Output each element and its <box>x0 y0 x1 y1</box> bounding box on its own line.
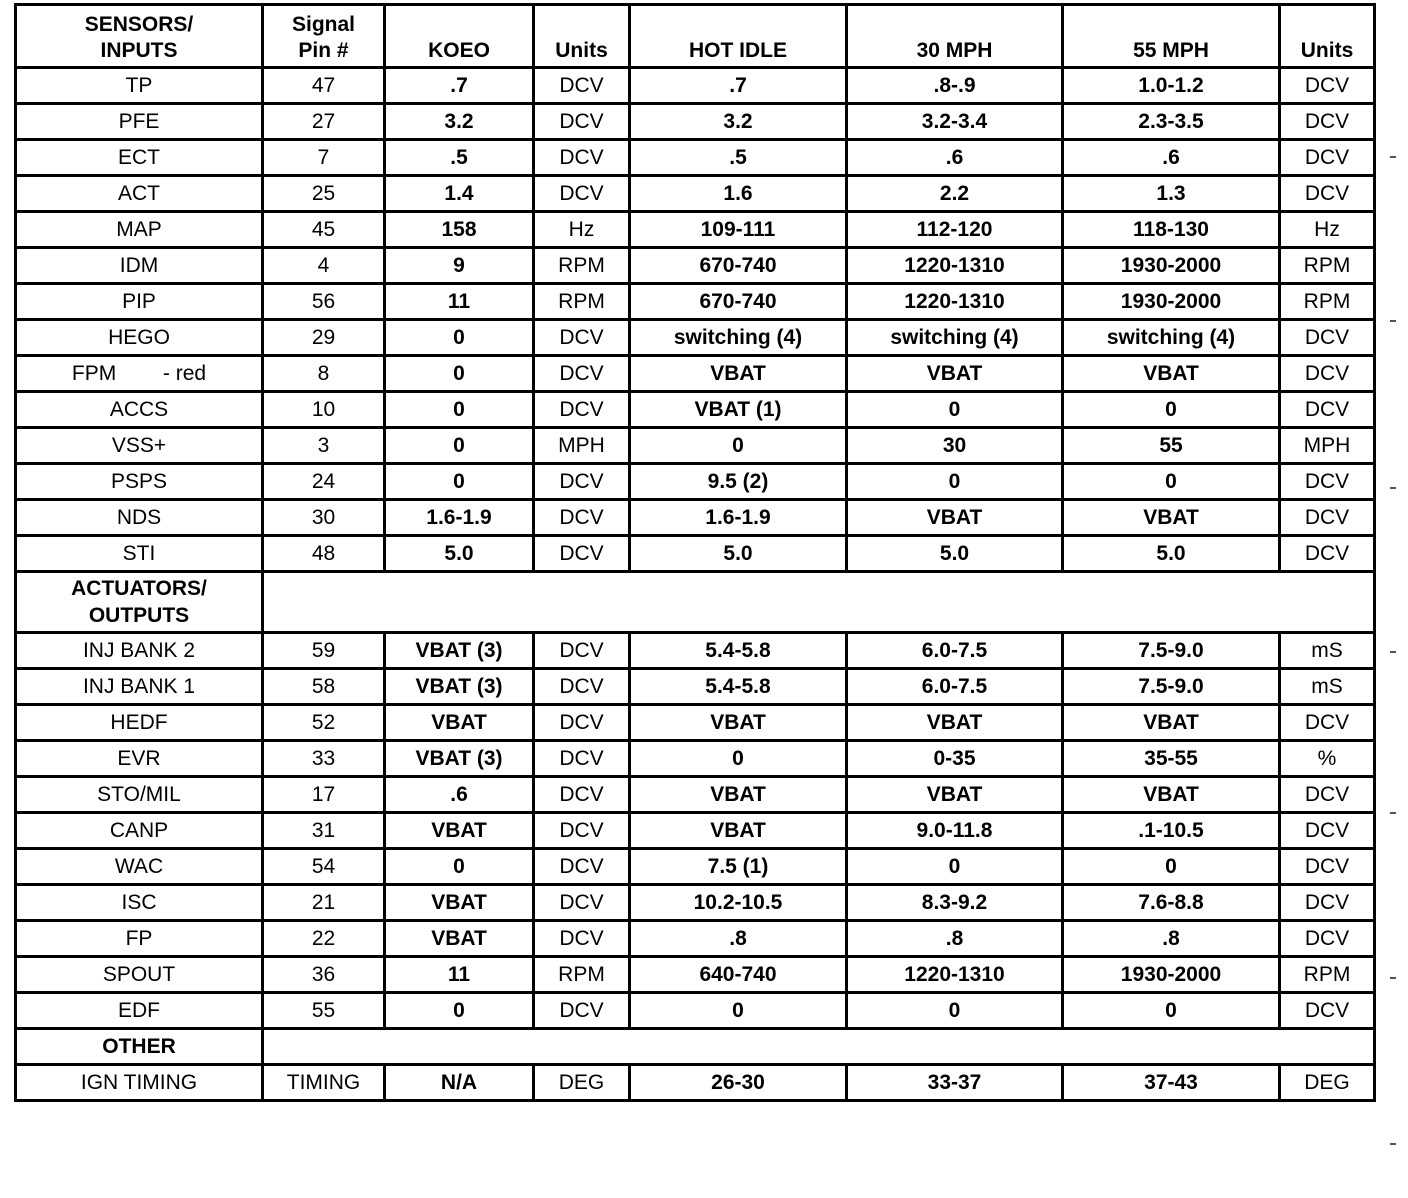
signal-name: EVR <box>16 741 263 777</box>
koeo-value: VBAT <box>385 813 534 849</box>
margin-tick <box>1390 487 1396 489</box>
table-row <box>16 392 1375 428</box>
margin-tick <box>1390 320 1396 322</box>
section-other <box>16 1029 1375 1065</box>
signal-name: PFE <box>16 104 263 140</box>
mph30-value: 9.0-11.8 <box>847 813 1063 849</box>
units: DCV <box>1280 993 1375 1029</box>
mph55-value: 7.5-9.0 <box>1063 633 1280 669</box>
units: DCV <box>1280 320 1375 356</box>
signal-name: ACCS <box>16 392 263 428</box>
table-row <box>16 176 1375 212</box>
units: DCV <box>1280 68 1375 104</box>
koeo-units: DCV <box>534 633 630 669</box>
signal-pin: 17 <box>263 777 385 813</box>
koeo-value: 0 <box>385 428 534 464</box>
hot-idle-value: 5.4-5.8 <box>630 633 847 669</box>
mph30-value: switching (4) <box>847 320 1063 356</box>
koeo-value: VBAT (3) <box>385 741 534 777</box>
mph30-value: 8.3-9.2 <box>847 885 1063 921</box>
mph30-value: VBAT <box>847 356 1063 392</box>
table-row <box>16 356 1375 392</box>
units: DCV <box>1280 777 1375 813</box>
koeo-units: DCV <box>534 536 630 572</box>
signal-name: EDF <box>16 993 263 1029</box>
koeo-units: DCV <box>534 705 630 741</box>
koeo-units: MPH <box>534 428 630 464</box>
units: DCV <box>1280 705 1375 741</box>
units: mS <box>1280 669 1375 705</box>
margin-tick <box>1390 1143 1396 1145</box>
koeo-units: DCV <box>534 500 630 536</box>
mph30-value: .6 <box>847 140 1063 176</box>
mph30-value: .8-.9 <box>847 68 1063 104</box>
units: DCV <box>1280 921 1375 957</box>
koeo-value: VBAT <box>385 921 534 957</box>
signal-name: ACT <box>16 176 263 212</box>
mph30-value: VBAT <box>847 777 1063 813</box>
signal-name: HEDF <box>16 705 263 741</box>
mph55-value: 0 <box>1063 392 1280 428</box>
signal-name: WAC <box>16 849 263 885</box>
table-row <box>16 849 1375 885</box>
header-hot-idle: HOT IDLE <box>630 5 847 68</box>
mph55-value: .6 <box>1063 140 1280 176</box>
hot-idle-value: 7.5 (1) <box>630 849 847 885</box>
signal-name: VSS+ <box>16 428 263 464</box>
mph55-value: 0 <box>1063 464 1280 500</box>
hot-idle-value: .5 <box>630 140 847 176</box>
signal-name: HEGO <box>16 320 263 356</box>
mph30-value: 1220-1310 <box>847 248 1063 284</box>
mph55-value: 35-55 <box>1063 741 1280 777</box>
koeo-units: DEG <box>534 1065 630 1101</box>
units: RPM <box>1280 957 1375 993</box>
mph30-value: 2.2 <box>847 176 1063 212</box>
table-row <box>16 921 1375 957</box>
mph30-value: VBAT <box>847 705 1063 741</box>
table-row <box>16 957 1375 993</box>
units: RPM <box>1280 248 1375 284</box>
signal-pin: 21 <box>263 885 385 921</box>
units: MPH <box>1280 428 1375 464</box>
units: DCV <box>1280 356 1375 392</box>
mph55-value: 118-130 <box>1063 212 1280 248</box>
hot-idle-value: 670-740 <box>630 284 847 320</box>
koeo-units: DCV <box>534 921 630 957</box>
koeo-value: .7 <box>385 68 534 104</box>
koeo-value: 0 <box>385 464 534 500</box>
hot-idle-value: .8 <box>630 921 847 957</box>
margin-tick <box>1390 977 1396 979</box>
koeo-units: DCV <box>534 464 630 500</box>
signal-pin: 8 <box>263 356 385 392</box>
table-row <box>16 633 1375 669</box>
signal-pin: 59 <box>263 633 385 669</box>
margin-tick <box>1390 156 1396 158</box>
mph55-value: 2.3-3.5 <box>1063 104 1280 140</box>
mph30-value: .8 <box>847 921 1063 957</box>
koeo-value: VBAT <box>385 705 534 741</box>
koeo-units: RPM <box>534 957 630 993</box>
mph30-value: 0-35 <box>847 741 1063 777</box>
koeo-units: DCV <box>534 176 630 212</box>
koeo-value: .5 <box>385 140 534 176</box>
hot-idle-value: 0 <box>630 741 847 777</box>
signal-pin: 36 <box>263 957 385 993</box>
mph55-value: VBAT <box>1063 356 1280 392</box>
table-row <box>16 284 1375 320</box>
diagnostic-spec-table <box>14 3 1376 1102</box>
koeo-value: VBAT (3) <box>385 669 534 705</box>
margin-tick <box>1390 651 1396 653</box>
units: DCV <box>1280 500 1375 536</box>
koeo-value: 11 <box>385 957 534 993</box>
koeo-units: RPM <box>534 284 630 320</box>
margin-tick <box>1390 812 1396 814</box>
koeo-units: DCV <box>534 777 630 813</box>
mph30-value: 0 <box>847 849 1063 885</box>
header-signal-pin: Signal Pin # <box>263 5 385 68</box>
table-row <box>16 248 1375 284</box>
signal-pin: 45 <box>263 212 385 248</box>
hot-idle-value: 9.5 (2) <box>630 464 847 500</box>
mph30-value: 3.2-3.4 <box>847 104 1063 140</box>
hot-idle-value: 109-111 <box>630 212 847 248</box>
table-row <box>16 104 1375 140</box>
hot-idle-value: 0 <box>630 993 847 1029</box>
hot-idle-value: 5.4-5.8 <box>630 669 847 705</box>
signal-pin: 30 <box>263 500 385 536</box>
signal-pin: 56 <box>263 284 385 320</box>
mph55-value: 1930-2000 <box>1063 248 1280 284</box>
koeo-value: 0 <box>385 392 534 428</box>
mph30-value: 33-37 <box>847 1065 1063 1101</box>
koeo-value: 0 <box>385 849 534 885</box>
mph55-value: 1930-2000 <box>1063 957 1280 993</box>
mph30-value: 0 <box>847 993 1063 1029</box>
table-row <box>16 1065 1375 1101</box>
signal-pin: 22 <box>263 921 385 957</box>
mph30-value: 0 <box>847 392 1063 428</box>
units: DCV <box>1280 464 1375 500</box>
hot-idle-value: 3.2 <box>630 104 847 140</box>
koeo-value: 1.4 <box>385 176 534 212</box>
hot-idle-value: 670-740 <box>630 248 847 284</box>
signal-pin: 33 <box>263 741 385 777</box>
signal-pin: TIMING <box>263 1065 385 1101</box>
koeo-units: DCV <box>534 356 630 392</box>
signal-name: IDM <box>16 248 263 284</box>
mph55-value: 0 <box>1063 849 1280 885</box>
mph55-value: VBAT <box>1063 777 1280 813</box>
table-row <box>16 777 1375 813</box>
table-row <box>16 212 1375 248</box>
hot-idle-value: 1.6-1.9 <box>630 500 847 536</box>
hot-idle-value: 26-30 <box>630 1065 847 1101</box>
signal-pin: 10 <box>263 392 385 428</box>
header-units: Units <box>534 5 630 68</box>
koeo-units: DCV <box>534 320 630 356</box>
koeo-value: VBAT <box>385 885 534 921</box>
signal-pin: 29 <box>263 320 385 356</box>
koeo-value: 11 <box>385 284 534 320</box>
units: % <box>1280 741 1375 777</box>
signal-pin: 3 <box>263 428 385 464</box>
koeo-units: RPM <box>534 248 630 284</box>
table-row <box>16 464 1375 500</box>
mph55-value: .8 <box>1063 921 1280 957</box>
signal-name: INJ BANK 2 <box>16 633 263 669</box>
signal-pin: 48 <box>263 536 385 572</box>
table-row <box>16 320 1375 356</box>
koeo-units: DCV <box>534 813 630 849</box>
koeo-units: DCV <box>534 104 630 140</box>
signal-pin: 47 <box>263 68 385 104</box>
mph30-value: VBAT <box>847 500 1063 536</box>
mph30-value: 6.0-7.5 <box>847 669 1063 705</box>
signal-name: IGN TIMING <box>16 1065 263 1101</box>
koeo-value: 1.6-1.9 <box>385 500 534 536</box>
koeo-value: 0 <box>385 993 534 1029</box>
units: DCV <box>1280 849 1375 885</box>
mph30-value: 6.0-7.5 <box>847 633 1063 669</box>
table-row <box>16 705 1375 741</box>
koeo-value: VBAT (3) <box>385 633 534 669</box>
hot-idle-value: 5.0 <box>630 536 847 572</box>
units: mS <box>1280 633 1375 669</box>
units: DEG <box>1280 1065 1375 1101</box>
mph55-value: 7.5-9.0 <box>1063 669 1280 705</box>
table-row <box>16 500 1375 536</box>
units: DCV <box>1280 176 1375 212</box>
mph55-value: 5.0 <box>1063 536 1280 572</box>
mph30-value: 112-120 <box>847 212 1063 248</box>
mph55-value: VBAT <box>1063 500 1280 536</box>
mph55-value: 37-43 <box>1063 1065 1280 1101</box>
koeo-value: N/A <box>385 1065 534 1101</box>
signal-name: STO/MIL <box>16 777 263 813</box>
mph30-value: 1220-1310 <box>847 957 1063 993</box>
header-units-2: Units <box>1280 5 1375 68</box>
units: DCV <box>1280 140 1375 176</box>
koeo-value: .6 <box>385 777 534 813</box>
section-label-other: OTHER <box>16 1029 263 1065</box>
hot-idle-value: .7 <box>630 68 847 104</box>
units: DCV <box>1280 885 1375 921</box>
section-label-actuators: ACTUATORS/ OUTPUTS <box>16 572 263 633</box>
signal-pin: 54 <box>263 849 385 885</box>
header-row <box>16 5 1375 68</box>
koeo-units: DCV <box>534 885 630 921</box>
units: DCV <box>1280 813 1375 849</box>
signal-pin: 58 <box>263 669 385 705</box>
koeo-units: DCV <box>534 741 630 777</box>
mph55-value: 1.3 <box>1063 176 1280 212</box>
hot-idle-value: 1.6 <box>630 176 847 212</box>
koeo-units: Hz <box>534 212 630 248</box>
hot-idle-value: VBAT <box>630 705 847 741</box>
section-spacer <box>263 572 1375 633</box>
section-actuators-outputs <box>16 572 1375 633</box>
koeo-units: DCV <box>534 68 630 104</box>
mph55-value: 55 <box>1063 428 1280 464</box>
header-30-mph: 30 MPH <box>847 5 1063 68</box>
koeo-value: 0 <box>385 356 534 392</box>
signal-name: TP <box>16 68 263 104</box>
margin-ticks <box>1378 0 1408 1198</box>
signal-name: SPOUT <box>16 957 263 993</box>
koeo-units: DCV <box>534 669 630 705</box>
hot-idle-value: 0 <box>630 428 847 464</box>
section-spacer <box>263 1029 1375 1065</box>
koeo-value: 158 <box>385 212 534 248</box>
koeo-units: DCV <box>534 392 630 428</box>
units: RPM <box>1280 284 1375 320</box>
signal-pin: 31 <box>263 813 385 849</box>
table-row <box>16 536 1375 572</box>
signal-name: ISC <box>16 885 263 921</box>
table-row <box>16 669 1375 705</box>
hot-idle-value: switching (4) <box>630 320 847 356</box>
signal-name: FPM - red <box>16 356 263 392</box>
mph55-value: 7.6-8.8 <box>1063 885 1280 921</box>
koeo-units: DCV <box>534 993 630 1029</box>
mph55-value: 1.0-1.2 <box>1063 68 1280 104</box>
hot-idle-value: 640-740 <box>630 957 847 993</box>
koeo-value: 3.2 <box>385 104 534 140</box>
table-row <box>16 428 1375 464</box>
signal-name: STI <box>16 536 263 572</box>
hot-idle-value: VBAT <box>630 813 847 849</box>
hot-idle-value: VBAT <box>630 777 847 813</box>
signal-pin: 25 <box>263 176 385 212</box>
signal-pin: 55 <box>263 993 385 1029</box>
mph30-value: 30 <box>847 428 1063 464</box>
units: DCV <box>1280 536 1375 572</box>
mph55-value: switching (4) <box>1063 320 1280 356</box>
units: DCV <box>1280 104 1375 140</box>
signal-name: PSPS <box>16 464 263 500</box>
units: DCV <box>1280 392 1375 428</box>
signal-pin: 4 <box>263 248 385 284</box>
table-row <box>16 885 1375 921</box>
koeo-value: 0 <box>385 320 534 356</box>
mph30-value: 5.0 <box>847 536 1063 572</box>
koeo-value: 5.0 <box>385 536 534 572</box>
mph55-value: 0 <box>1063 993 1280 1029</box>
header-sensors-inputs: SENSORS/ INPUTS <box>16 5 263 68</box>
signal-pin: 52 <box>263 705 385 741</box>
mph55-value: .1-10.5 <box>1063 813 1280 849</box>
signal-pin: 7 <box>263 140 385 176</box>
signal-pin: 24 <box>263 464 385 500</box>
koeo-units: DCV <box>534 140 630 176</box>
table-row <box>16 68 1375 104</box>
mph55-value: VBAT <box>1063 705 1280 741</box>
signal-name: INJ BANK 1 <box>16 669 263 705</box>
signal-name: MAP <box>16 212 263 248</box>
signal-name: ECT <box>16 140 263 176</box>
signal-name: CANP <box>16 813 263 849</box>
mph55-value: 1930-2000 <box>1063 284 1280 320</box>
koeo-units: DCV <box>534 849 630 885</box>
header-koeo: KOEO <box>385 5 534 68</box>
table-row <box>16 140 1375 176</box>
koeo-value: 9 <box>385 248 534 284</box>
hot-idle-value: 10.2-10.5 <box>630 885 847 921</box>
mph30-value: 1220-1310 <box>847 284 1063 320</box>
signal-pin: 27 <box>263 104 385 140</box>
mph30-value: 0 <box>847 464 1063 500</box>
hot-idle-value: VBAT <box>630 356 847 392</box>
header-55-mph: 55 MPH <box>1063 5 1280 68</box>
table-row <box>16 993 1375 1029</box>
signal-name: FP <box>16 921 263 957</box>
table-row <box>16 813 1375 849</box>
signal-name: PIP <box>16 284 263 320</box>
units: Hz <box>1280 212 1375 248</box>
hot-idle-value: VBAT (1) <box>630 392 847 428</box>
table-row <box>16 741 1375 777</box>
signal-name: NDS <box>16 500 263 536</box>
